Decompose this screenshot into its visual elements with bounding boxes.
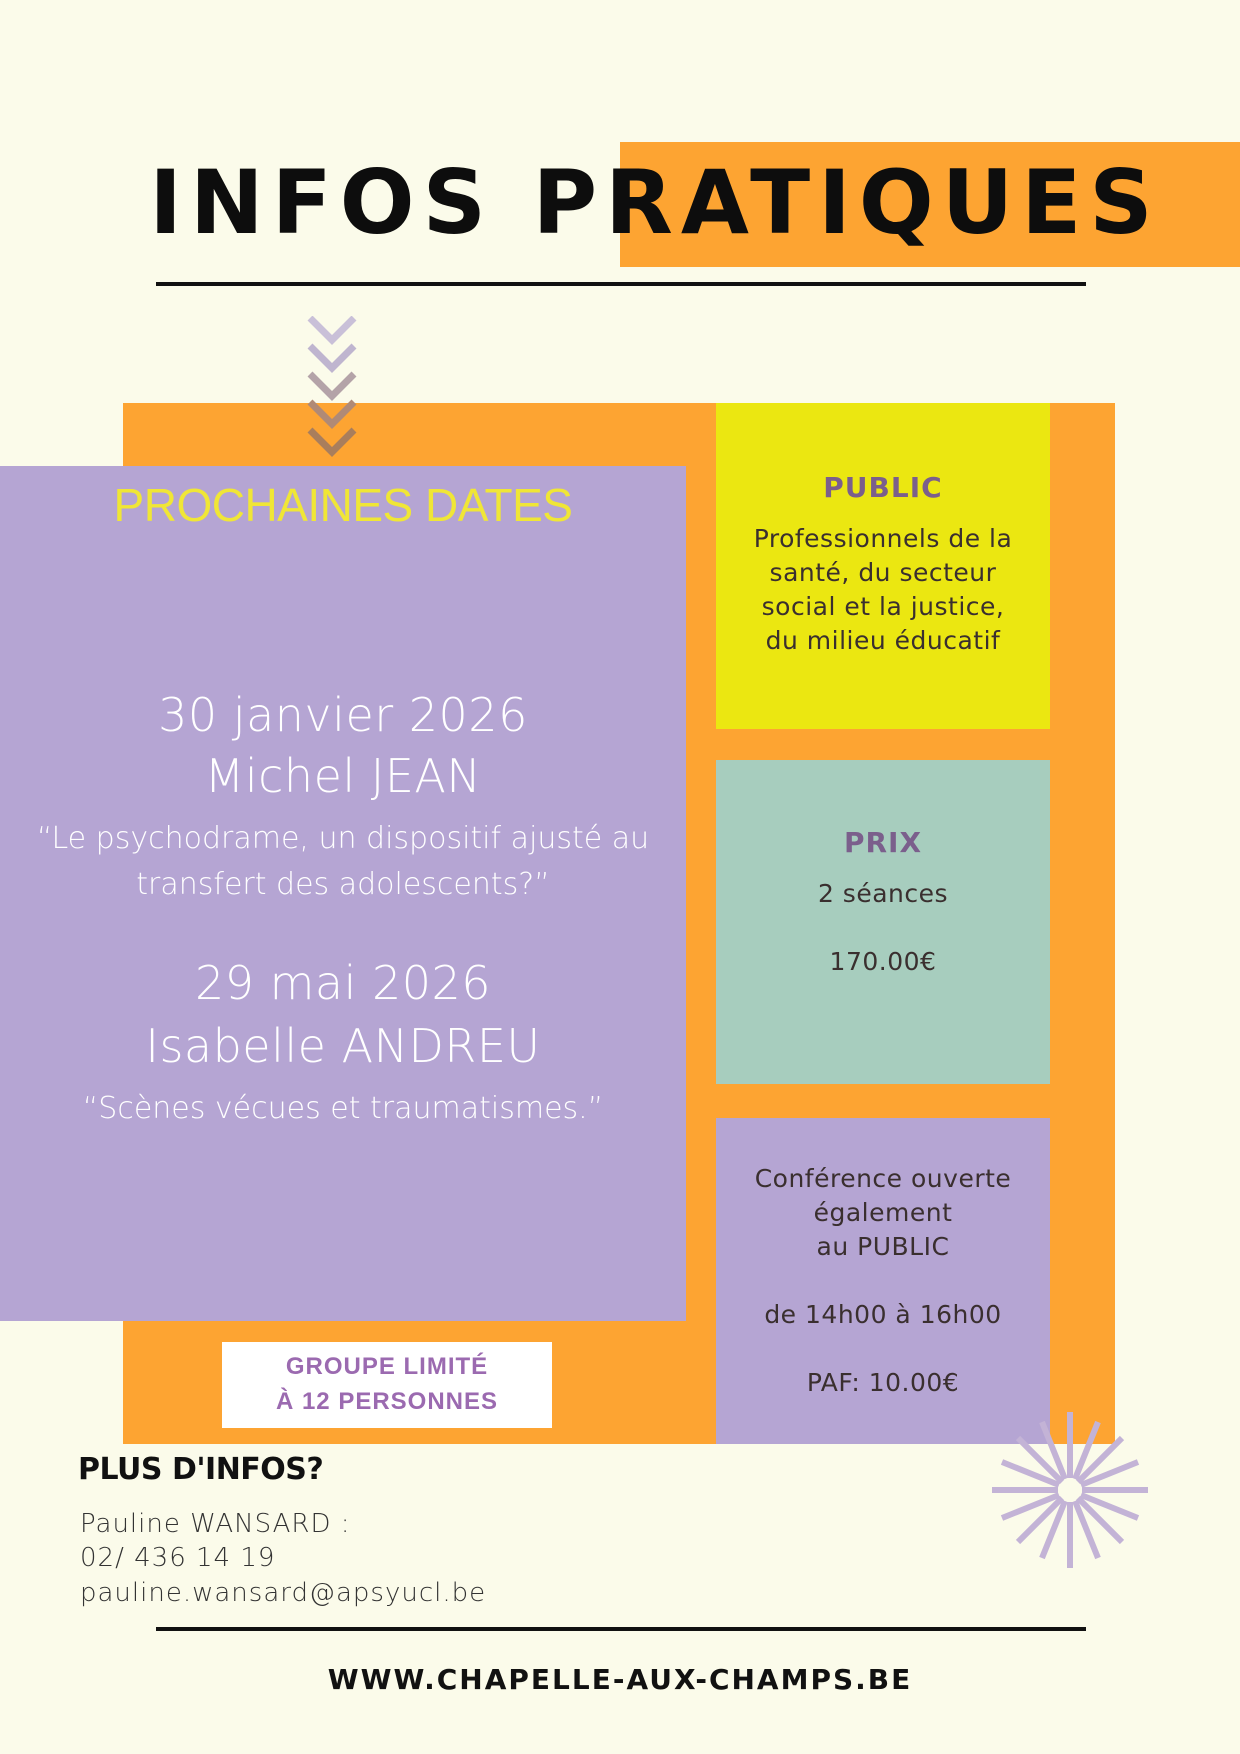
conference-paf: PAF: 10.00€ [806,1368,960,1397]
public-line: du milieu éducatif [765,626,1001,655]
session-1-date: 30 janvier 2026 [158,688,528,742]
session-1-speaker: Michel JEAN [204,749,482,803]
conference-description [716,1162,1050,1264]
public-heading: PUBLIC [823,471,943,504]
session-1-topic-line2: transfert des adolescents?” [136,867,550,902]
public-line: Professionnels de la [753,524,1013,553]
group-limit-line2: À 12 PERSONNES [275,1388,499,1415]
dates-heading: PROCHAINES DATES [113,479,573,531]
contact-email[interactable]: pauline.wansard@apsyucl.be [80,1578,487,1608]
website-link[interactable]: WWW.CHAPELLE-AUX-CHAMPS.BE [327,1663,913,1696]
price-amount: 170.00€ [829,947,937,976]
session-2-date: 29 mai 2026 [194,956,492,1010]
public-line: santé, du secteur [769,558,997,587]
group-limit-badge [222,1342,552,1428]
price-sessions: 2 séances [817,879,949,908]
price-card [716,760,1050,1084]
conference-line: également [813,1198,953,1227]
conference-card [716,1118,1050,1444]
group-limit-line1: GROUPE LIMITÉ [285,1353,489,1380]
conference-line: au PUBLIC [816,1232,950,1261]
session-2-speaker: Isabelle ANDREU [145,1019,541,1073]
top-divider [156,282,1086,286]
public-description [716,522,1050,658]
public-line: social et la justice, [761,592,1005,621]
contact-phone[interactable]: 02/ 436 14 19 [80,1543,276,1573]
contact-heading: PLUS D'INFOS? [78,1452,324,1487]
page-title: INFOS PRATIQUES [149,151,1161,254]
conference-hours: de 14h00 à 16h00 [764,1300,1002,1329]
sunburst-icon [990,1410,1150,1570]
bottom-divider [156,1627,1086,1631]
session-1-topic-line1: “Le psychodrame, un dispositif ajusté au [36,821,650,856]
chevron-down-icon [306,316,358,466]
session-2-topic: “Scènes vécues et traumatismes.” [82,1091,604,1126]
public-card [716,403,1050,729]
conference-line: Conférence ouverte [754,1164,1012,1193]
price-heading: PRIX [843,826,923,859]
contact-name: Pauline WANSARD : [80,1509,351,1539]
